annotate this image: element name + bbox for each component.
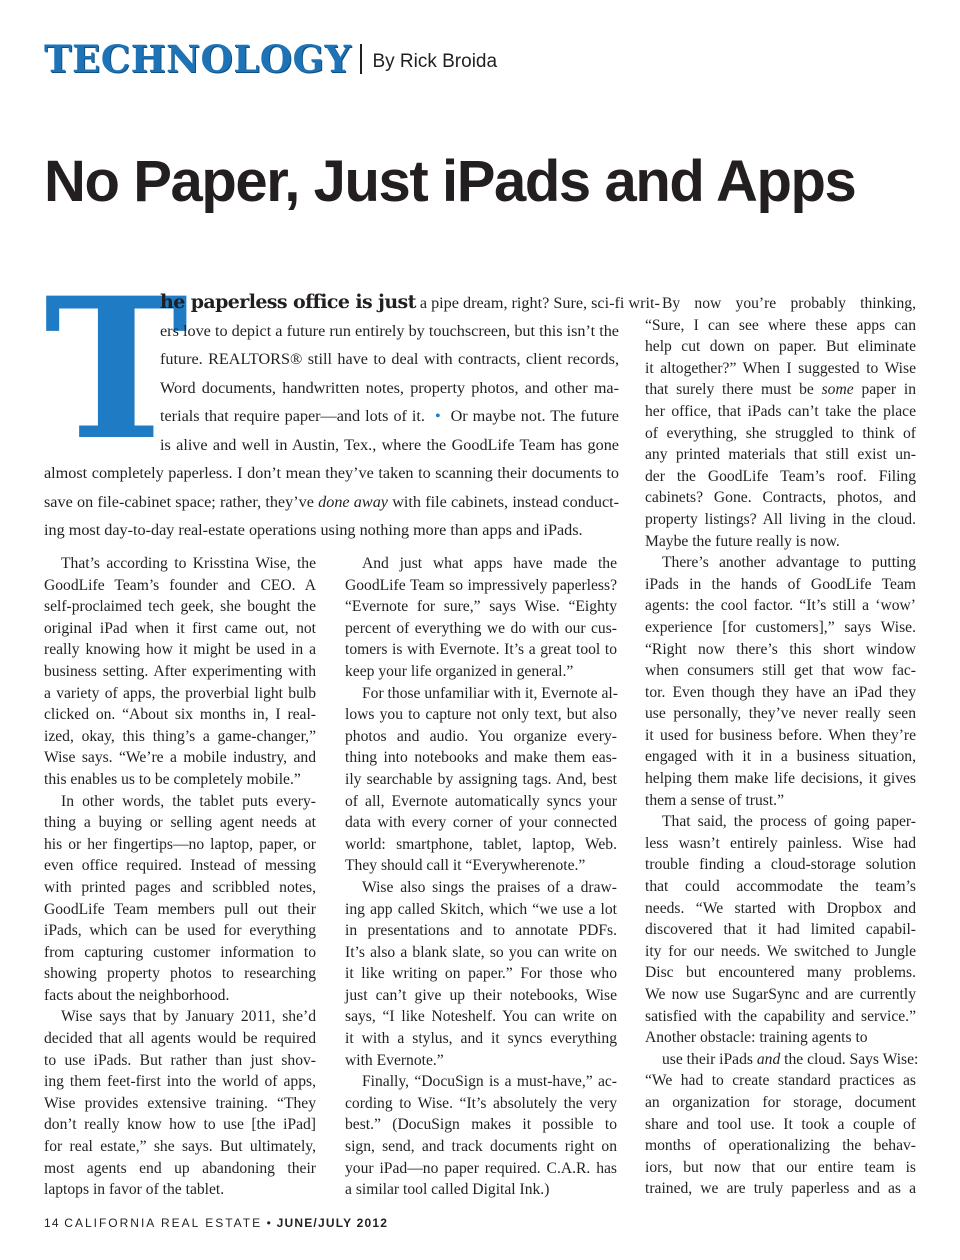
body-line: “Right now there’s this short window: [645, 640, 916, 658]
body-line: Another obstacle: training agents to: [645, 1029, 868, 1047]
body-line: to use iPads. But rather than just shov-: [44, 1051, 316, 1069]
body-line: cording to Wise. “It’s absolutely the very: [345, 1094, 617, 1112]
body-line: that surely there must be some paper in: [645, 381, 916, 399]
body-line: ized, okay, this thing’s a game-changer,”: [44, 727, 316, 745]
body-line: iors, but now that our entire team is: [645, 1158, 916, 1176]
intro-text: Or maybe not. The future: [450, 407, 619, 425]
body-line: “Sure, I can see where these apps can: [645, 316, 916, 334]
body-line: clicked on. “About six months in, I real-: [44, 706, 316, 724]
body-line: most agents end up abandoning their: [44, 1159, 316, 1177]
body-line: And just what apps have made the: [362, 555, 617, 572]
body-line: engaged with it in a business situation,: [645, 748, 916, 766]
body-line: Finally, “DocuSign is a must-have,” ac-: [362, 1073, 617, 1091]
intro-line: ing most day-to-day real-estate operations using nothing more than apps and iPads.: [44, 521, 583, 539]
body-line: this enables us to be completely mobile.”: [44, 770, 301, 788]
footer-bullet: •: [266, 1216, 273, 1230]
body-line: agents: the cool factor. “It’s still a ‘wow’: [645, 597, 916, 615]
body-line: keep your life organized in general.”: [345, 662, 574, 680]
body-line: photos and audio. You organize every-: [345, 727, 617, 745]
body-line: from capturing customer information to: [44, 943, 316, 961]
body-line: original iPad when it first came out, not: [44, 619, 316, 637]
column-1: [44, 553, 316, 1201]
body-line: says, “I like Noteshelf. You can write on: [345, 1008, 617, 1026]
body-line: sign, send, and track documents right on: [345, 1138, 617, 1156]
body-line: That said, the process of going paper-: [662, 813, 916, 831]
body-line: decided that all agents would be required: [44, 1030, 316, 1048]
body-line: percent of everything we do with our cus-: [345, 619, 617, 637]
body-line: her office, that iPads can’t take the place: [645, 402, 916, 420]
body-line: thing into notebooks and make them eas-: [345, 749, 617, 767]
drop-cap: T: [44, 255, 189, 483]
body-line: By now you’re probably thinking,: [662, 295, 916, 312]
body-line: There’s another advantage to putting: [662, 554, 916, 572]
body-line: months of operationalizing the behav-: [645, 1137, 916, 1155]
body-line: GoodLife Team’s founder and CEO. A: [44, 576, 316, 594]
body-line: don’t really know how to use [the iPad]: [44, 1116, 316, 1134]
body-line: share and tool use. It took a couple of: [645, 1115, 916, 1133]
body-line: GoodLife Team so impressively paperless?: [345, 576, 617, 594]
byline: By Rick Broida: [372, 51, 498, 72]
body-line: it like writing on paper.” For those who: [345, 965, 617, 983]
body-line: helping them make life decisions, it gives: [645, 770, 916, 788]
body-line: tomers is with Evernote. It’s a great tool to: [345, 641, 617, 659]
body-line: iPads, which can be used for everything: [44, 922, 316, 940]
intro-line: is alive and well in Austin, Tex., where the GoodLife Team has gone: [160, 435, 619, 454]
headline: No Paper, Just iPads and Apps: [44, 149, 856, 214]
body-line: with printed pages and scribbled notes,: [44, 878, 316, 896]
intro-text: terials that require paper—and lots of it.: [160, 407, 425, 425]
body-line: ing app called Skitch, which “we use a lot: [345, 900, 617, 918]
body-line: discovered that it had limited capabil-: [645, 921, 916, 939]
body-line: ing them feet-first into the world of apps,: [44, 1073, 316, 1091]
body-line: that could accommodate the team’s: [645, 878, 916, 896]
section-tag: TECHNOLOGY: [44, 37, 352, 81]
body-line: data with every corner of your connected: [345, 814, 617, 832]
body-line: needs. “We started with Dropbox and: [645, 899, 916, 917]
bullet-icon: •: [434, 407, 441, 425]
body-line: of all, Evernote automatically syncs your: [345, 792, 617, 810]
intro-line: future. REALTORS® still have to deal with contracts, client records,: [160, 350, 619, 368]
body-line: It’s also a blank slate, so you can write on: [345, 943, 617, 961]
body-line: iPads in the hands of GoodLife Team: [645, 575, 916, 593]
body-line: it used for business before. When they’re: [645, 726, 916, 744]
body-line: In other words, the tablet puts every-: [61, 792, 316, 810]
column-2: [345, 553, 617, 1201]
body-line: a similar tool called Digital Ink.): [345, 1181, 550, 1199]
body-line: with Evernote.”: [345, 1051, 444, 1069]
body-line: ily searchable by assigning tags. And, best: [345, 770, 617, 788]
body-line: your iPad—no paper required. C.A.R. has: [345, 1159, 617, 1177]
body-line: That’s according to Krisstina Wise, the: [61, 555, 316, 572]
intro-line: [160, 402, 619, 430]
body-line: Wise says. “We’re a mobile industry, and: [44, 749, 316, 767]
intro-text: a pipe dream, right? Sure, sci-fi writ-: [419, 294, 660, 312]
intro-line: [160, 288, 660, 316]
body-line: They should call it “Everywherenote.”: [345, 857, 586, 875]
body-line: them a sense of trust.”: [645, 791, 785, 809]
body-line: Wise says that by January 2011, she’d: [61, 1008, 316, 1026]
body-line: For those unfamiliar with it, Evernote al-: [362, 684, 618, 702]
body-line: tor. Even though they have an iPad they: [645, 683, 916, 701]
body-line: thing a buying or selling agent needs at: [44, 814, 316, 832]
publication-name: CALIFORNIA REAL ESTATE: [64, 1216, 263, 1230]
body-line: Maybe the future really is now.: [645, 532, 840, 550]
section-header: [44, 34, 497, 84]
body-line: of everything, she struggled to think of: [645, 424, 916, 442]
intro-line: ers love to depict a future run entirely by touchscreen, but this isn’t the: [160, 321, 619, 340]
page-number: 14: [44, 1216, 60, 1230]
body-line: property listings? All living in the cloud.: [645, 510, 916, 528]
body-line: We now use SugarSync and are currently: [645, 986, 916, 1003]
body-line: trained, we are truly paperless and as a: [645, 1180, 916, 1198]
body-line: his or her fingertips—no laptop, paper, or: [44, 835, 316, 853]
body-line: for real estate,” she says. But ultimately,: [44, 1138, 316, 1156]
body-line: trouble finding a cloud-storage solution: [645, 856, 916, 874]
body-line: use personally, they’ve never really seen: [645, 705, 916, 723]
body-line: even office required. Instead of messing: [44, 857, 316, 875]
intro-line: almost completely paperless. I don’t mean they’ve taken to scanning their documents to: [44, 464, 619, 482]
body-line: Wise provides extensive training. “They: [44, 1094, 316, 1112]
body-line: Wise also sings the praises of a draw-: [362, 878, 617, 896]
body-line: satisfied with the capability and service.”: [645, 1007, 916, 1025]
body-line: “We had to create standard practices as: [645, 1072, 916, 1090]
body-line: GoodLife Team members pull out their: [44, 900, 316, 918]
body-line: it altogether?” When I suggested to Wise: [645, 359, 916, 377]
body-line: cabinets? Gone. Contracts, photos, and: [645, 489, 916, 507]
body-line: business setting. After experimenting with: [44, 662, 316, 680]
body-line: world: smartphone, tablet, laptop, Web.: [345, 835, 617, 853]
intro-line: [44, 488, 619, 516]
body-line: self-proclaimed tech geek, she bought the: [44, 598, 316, 616]
body-line: really knowing how it might be used in a: [44, 641, 316, 659]
body-line: “Evernote for sure,” says Wise. “Eighty: [345, 598, 617, 616]
lead-in: he paperless office is just: [160, 291, 416, 313]
body-line: in presentations and to annotate PDFs.: [345, 922, 617, 940]
body-line: when consumers still get that wow fac-: [645, 662, 916, 680]
page-footer: [44, 1216, 388, 1230]
body-line: facts about the neighborhood.: [44, 986, 230, 1004]
body-line: an organization for storage, document: [645, 1093, 916, 1111]
issue-date: JUNE/JULY 2012: [276, 1216, 389, 1230]
body-line: Disc but encountered many problems.: [645, 964, 916, 982]
body-line: it with a stylus, and it syncs everything: [345, 1030, 617, 1048]
body-line: lows you to capture not only text, but also: [345, 706, 617, 724]
header-divider: [360, 44, 362, 74]
column-3: [645, 293, 919, 1200]
body-line: laptops in favor of the tablet.: [44, 1181, 225, 1199]
body-line: just can’t give up their notebooks, Wise: [345, 986, 617, 1004]
body-line: der the GoodLife Team’s roof. Filing: [645, 467, 916, 485]
body-line: ity for our needs. We switched to Jungle: [645, 942, 916, 960]
body-line: experience [for customers],” says Wise.: [645, 618, 916, 636]
body-line: less wasn’t entirely painless. Wise had: [645, 834, 916, 852]
body-line: use their iPads and the cloud. Says Wise:: [662, 1050, 919, 1068]
intro-text: with file cabinets, instead conduct-: [392, 492, 620, 511]
body-line: any printed materials that still exist un-: [645, 446, 916, 464]
body-line: showing property photos to researching: [44, 965, 316, 983]
emphasis-text: done away: [318, 492, 388, 511]
intro-text: save on file-cabinet space; rather, they’ve: [44, 492, 314, 511]
intro-line: Word documents, handwritten notes, property photos, and other ma-: [160, 378, 619, 397]
body-line: best.” (DocuSign makes it possible to: [345, 1116, 617, 1134]
body-line: help cut down on paper. But eliminate: [645, 338, 916, 356]
body-line: a variety of apps, the proverbial light bulb: [44, 684, 316, 702]
